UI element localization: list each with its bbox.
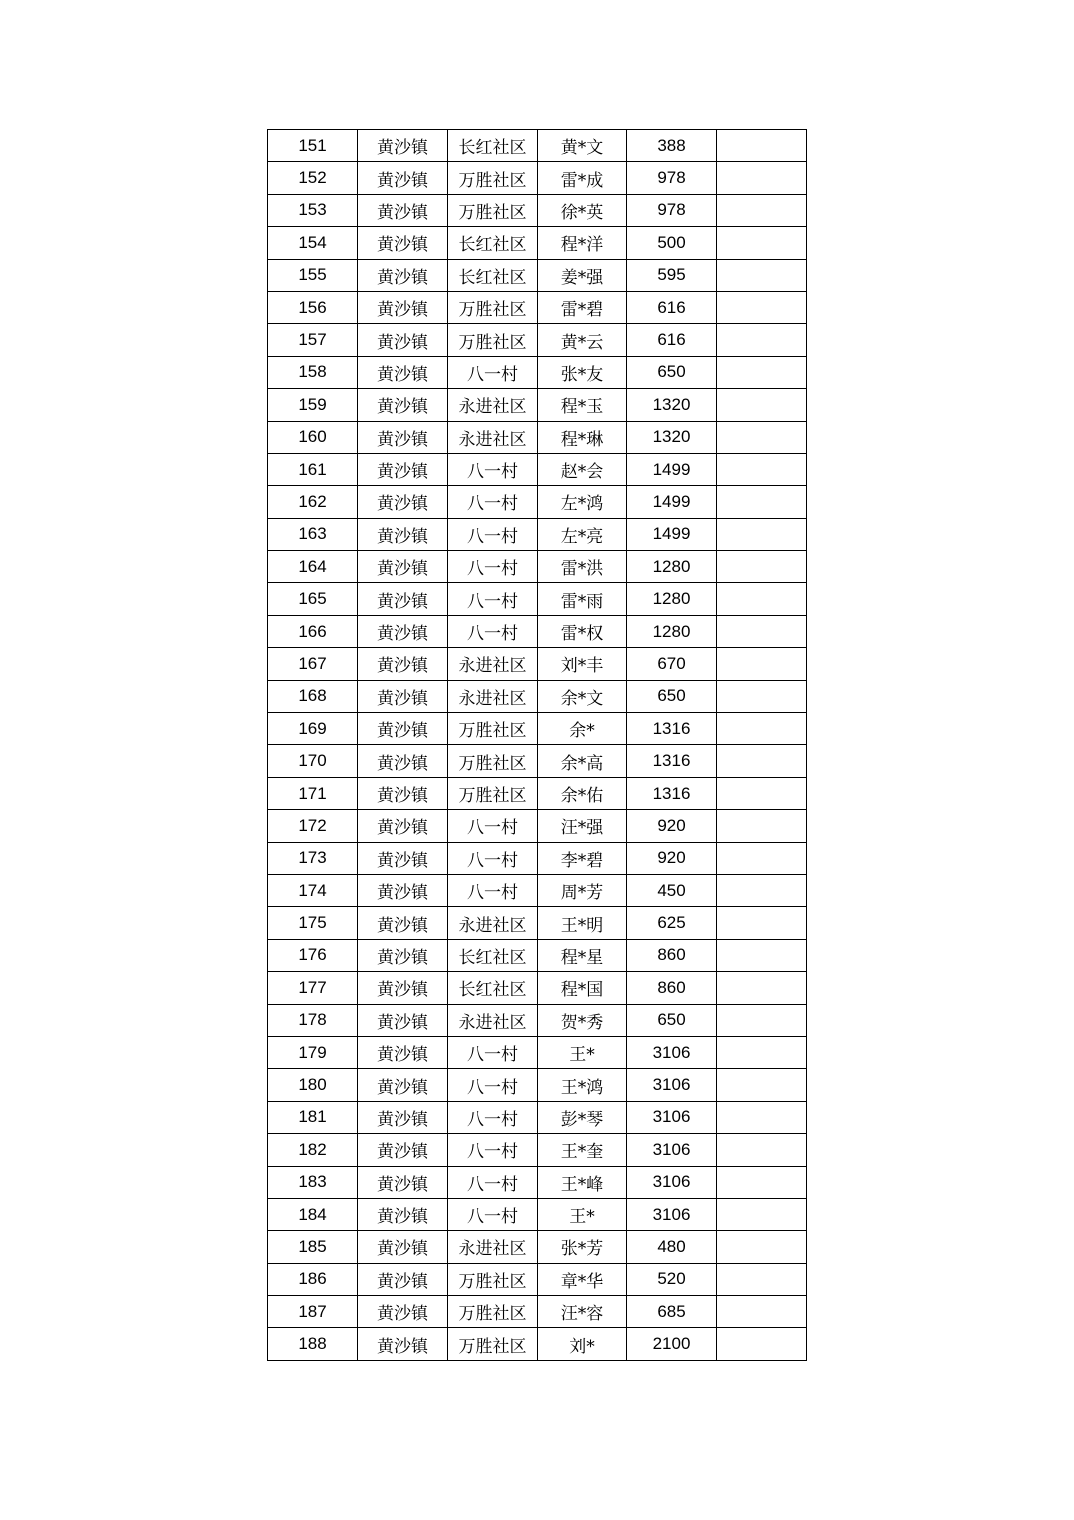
- table-row: [268, 745, 807, 777]
- town-cell: 黄沙镇: [358, 259, 448, 291]
- town-cell: 黄沙镇: [358, 972, 448, 1004]
- person-name-cell: 李*碧: [538, 842, 627, 874]
- town-cell: 黄沙镇: [358, 1231, 448, 1263]
- table-row: [268, 583, 807, 615]
- town-cell: 黄沙镇: [358, 1198, 448, 1230]
- town-cell: 黄沙镇: [358, 615, 448, 647]
- table-row: [268, 810, 807, 842]
- remark-cell: [717, 1296, 807, 1328]
- town-cell: 黄沙镇: [358, 1036, 448, 1068]
- row-number-cell: 182: [268, 1134, 358, 1166]
- table-row: [268, 453, 807, 485]
- amount-cell: 616: [627, 291, 717, 323]
- table-row: [268, 1166, 807, 1198]
- town-cell: 黄沙镇: [358, 518, 448, 550]
- table-row: [268, 130, 807, 162]
- amount-cell: 1280: [627, 615, 717, 647]
- remark-cell: [717, 551, 807, 583]
- remark-cell: [717, 486, 807, 518]
- remark-cell: [717, 227, 807, 259]
- person-name-cell: 雷*洪: [538, 551, 627, 583]
- row-number-cell: 164: [268, 551, 358, 583]
- village-cell: 八一村: [448, 551, 538, 583]
- row-number-cell: 169: [268, 713, 358, 745]
- table-row: [268, 713, 807, 745]
- row-number-cell: 151: [268, 130, 358, 162]
- row-number-cell: 168: [268, 680, 358, 712]
- village-cell: 八一村: [448, 1166, 538, 1198]
- town-cell: 黄沙镇: [358, 842, 448, 874]
- row-number-cell: 187: [268, 1296, 358, 1328]
- village-cell: 永进社区: [448, 648, 538, 680]
- amount-cell: 3106: [627, 1134, 717, 1166]
- amount-cell: 650: [627, 356, 717, 388]
- amount-cell: 1320: [627, 421, 717, 453]
- amount-cell: 1316: [627, 713, 717, 745]
- village-cell: 八一村: [448, 486, 538, 518]
- row-number-cell: 162: [268, 486, 358, 518]
- town-cell: 黄沙镇: [358, 648, 448, 680]
- village-cell: 八一村: [448, 356, 538, 388]
- village-cell: 永进社区: [448, 1231, 538, 1263]
- amount-cell: 670: [627, 648, 717, 680]
- amount-cell: 650: [627, 1004, 717, 1036]
- amount-cell: 388: [627, 130, 717, 162]
- row-number-cell: 170: [268, 745, 358, 777]
- row-number-cell: 183: [268, 1166, 358, 1198]
- village-cell: 八一村: [448, 1134, 538, 1166]
- amount-cell: 595: [627, 259, 717, 291]
- row-number-cell: 188: [268, 1328, 358, 1360]
- table-row: [268, 874, 807, 906]
- row-number-cell: 165: [268, 583, 358, 615]
- town-cell: 黄沙镇: [358, 291, 448, 323]
- amount-cell: 920: [627, 842, 717, 874]
- person-name-cell: 彭*琴: [538, 1101, 627, 1133]
- person-name-cell: 王*奎: [538, 1134, 627, 1166]
- person-name-cell: 徐*英: [538, 194, 627, 226]
- table-row: [268, 518, 807, 550]
- village-cell: 万胜社区: [448, 1263, 538, 1295]
- town-cell: 黄沙镇: [358, 1296, 448, 1328]
- village-cell: 长红社区: [448, 259, 538, 291]
- row-number-cell: 167: [268, 648, 358, 680]
- row-number-cell: 180: [268, 1069, 358, 1101]
- table-row: [268, 1198, 807, 1230]
- town-cell: 黄沙镇: [358, 1263, 448, 1295]
- person-name-cell: 程*星: [538, 939, 627, 971]
- table-row: [268, 615, 807, 647]
- row-number-cell: 185: [268, 1231, 358, 1263]
- town-cell: 黄沙镇: [358, 421, 448, 453]
- row-number-cell: 172: [268, 810, 358, 842]
- row-number-cell: 156: [268, 291, 358, 323]
- village-cell: 八一村: [448, 518, 538, 550]
- village-cell: 八一村: [448, 615, 538, 647]
- person-name-cell: 王*鸿: [538, 1069, 627, 1101]
- remark-cell: [717, 648, 807, 680]
- person-name-cell: 汪*强: [538, 810, 627, 842]
- person-name-cell: 程*琳: [538, 421, 627, 453]
- table-row: [268, 777, 807, 809]
- row-number-cell: 163: [268, 518, 358, 550]
- remark-cell: [717, 130, 807, 162]
- table-row: [268, 162, 807, 194]
- person-name-cell: 王*: [538, 1198, 627, 1230]
- table-row: [268, 1263, 807, 1295]
- remark-cell: [717, 1263, 807, 1295]
- village-cell: 永进社区: [448, 1004, 538, 1036]
- remark-cell: [717, 421, 807, 453]
- row-number-cell: 175: [268, 907, 358, 939]
- person-name-cell: 雷*碧: [538, 291, 627, 323]
- remark-cell: [717, 907, 807, 939]
- amount-cell: 520: [627, 1263, 717, 1295]
- amount-cell: 650: [627, 680, 717, 712]
- amount-cell: 1320: [627, 389, 717, 421]
- subsidy-roster-table: [267, 129, 807, 1361]
- amount-cell: 625: [627, 907, 717, 939]
- amount-cell: 3106: [627, 1101, 717, 1133]
- town-cell: 黄沙镇: [358, 1166, 448, 1198]
- town-cell: 黄沙镇: [358, 907, 448, 939]
- village-cell: 永进社区: [448, 907, 538, 939]
- village-cell: 八一村: [448, 810, 538, 842]
- town-cell: 黄沙镇: [358, 162, 448, 194]
- amount-cell: 860: [627, 939, 717, 971]
- remark-cell: [717, 356, 807, 388]
- remark-cell: [717, 389, 807, 421]
- town-cell: 黄沙镇: [358, 551, 448, 583]
- row-number-cell: 181: [268, 1101, 358, 1133]
- row-number-cell: 171: [268, 777, 358, 809]
- row-number-cell: 186: [268, 1263, 358, 1295]
- remark-cell: [717, 1036, 807, 1068]
- amount-cell: 3106: [627, 1198, 717, 1230]
- table-row: [268, 1101, 807, 1133]
- village-cell: 八一村: [448, 1069, 538, 1101]
- person-name-cell: 余*: [538, 713, 627, 745]
- person-name-cell: 王*明: [538, 907, 627, 939]
- person-name-cell: 贺*秀: [538, 1004, 627, 1036]
- person-name-cell: 姜*强: [538, 259, 627, 291]
- town-cell: 黄沙镇: [358, 680, 448, 712]
- town-cell: 黄沙镇: [358, 1328, 448, 1360]
- town-cell: 黄沙镇: [358, 1004, 448, 1036]
- remark-cell: [717, 518, 807, 550]
- village-cell: 长红社区: [448, 939, 538, 971]
- person-name-cell: 黄*云: [538, 324, 627, 356]
- table-row: [268, 291, 807, 323]
- row-number-cell: 152: [268, 162, 358, 194]
- row-number-cell: 154: [268, 227, 358, 259]
- village-cell: 永进社区: [448, 680, 538, 712]
- amount-cell: 500: [627, 227, 717, 259]
- person-name-cell: 王*峰: [538, 1166, 627, 1198]
- amount-cell: 3106: [627, 1036, 717, 1068]
- village-cell: 永进社区: [448, 389, 538, 421]
- town-cell: 黄沙镇: [358, 745, 448, 777]
- town-cell: 黄沙镇: [358, 453, 448, 485]
- table-row: [268, 259, 807, 291]
- town-cell: 黄沙镇: [358, 810, 448, 842]
- person-name-cell: 张*芳: [538, 1231, 627, 1263]
- table-body: [268, 130, 807, 1361]
- remark-cell: [717, 1198, 807, 1230]
- table-row: [268, 194, 807, 226]
- person-name-cell: 黄*文: [538, 130, 627, 162]
- table-row: [268, 1328, 807, 1360]
- table-row: [268, 551, 807, 583]
- table-row: [268, 939, 807, 971]
- remark-cell: [717, 324, 807, 356]
- village-cell: 长红社区: [448, 130, 538, 162]
- amount-cell: 1499: [627, 518, 717, 550]
- table-row: [268, 1134, 807, 1166]
- amount-cell: 920: [627, 810, 717, 842]
- row-number-cell: 153: [268, 194, 358, 226]
- person-name-cell: 左*鸿: [538, 486, 627, 518]
- table-row: [268, 486, 807, 518]
- remark-cell: [717, 259, 807, 291]
- person-name-cell: 雷*权: [538, 615, 627, 647]
- table-row: [268, 972, 807, 1004]
- person-name-cell: 余*高: [538, 745, 627, 777]
- village-cell: 八一村: [448, 874, 538, 906]
- row-number-cell: 179: [268, 1036, 358, 1068]
- remark-cell: [717, 680, 807, 712]
- amount-cell: 480: [627, 1231, 717, 1263]
- remark-cell: [717, 1328, 807, 1360]
- remark-cell: [717, 615, 807, 647]
- person-name-cell: 王*: [538, 1036, 627, 1068]
- town-cell: 黄沙镇: [358, 389, 448, 421]
- remark-cell: [717, 162, 807, 194]
- remark-cell: [717, 194, 807, 226]
- village-cell: 万胜社区: [448, 1296, 538, 1328]
- remark-cell: [717, 1101, 807, 1133]
- table-row: [268, 680, 807, 712]
- village-cell: 万胜社区: [448, 291, 538, 323]
- person-name-cell: 雷*雨: [538, 583, 627, 615]
- remark-cell: [717, 453, 807, 485]
- amount-cell: 685: [627, 1296, 717, 1328]
- amount-cell: 1280: [627, 551, 717, 583]
- table-row: [268, 1231, 807, 1263]
- town-cell: 黄沙镇: [358, 1069, 448, 1101]
- village-cell: 万胜社区: [448, 194, 538, 226]
- town-cell: 黄沙镇: [358, 583, 448, 615]
- amount-cell: 1316: [627, 745, 717, 777]
- amount-cell: 616: [627, 324, 717, 356]
- row-number-cell: 160: [268, 421, 358, 453]
- table-row: [268, 389, 807, 421]
- amount-cell: 3106: [627, 1069, 717, 1101]
- amount-cell: 1499: [627, 453, 717, 485]
- person-name-cell: 左*亮: [538, 518, 627, 550]
- person-name-cell: 赵*会: [538, 453, 627, 485]
- person-name-cell: 刘*: [538, 1328, 627, 1360]
- remark-cell: [717, 291, 807, 323]
- village-cell: 八一村: [448, 583, 538, 615]
- table-row: [268, 324, 807, 356]
- town-cell: 黄沙镇: [358, 713, 448, 745]
- amount-cell: 978: [627, 194, 717, 226]
- town-cell: 黄沙镇: [358, 1134, 448, 1166]
- amount-cell: 1280: [627, 583, 717, 615]
- row-number-cell: 174: [268, 874, 358, 906]
- row-number-cell: 155: [268, 259, 358, 291]
- table-row: [268, 1036, 807, 1068]
- town-cell: 黄沙镇: [358, 486, 448, 518]
- remark-cell: [717, 583, 807, 615]
- amount-cell: 978: [627, 162, 717, 194]
- remark-cell: [717, 874, 807, 906]
- village-cell: 长红社区: [448, 972, 538, 1004]
- town-cell: 黄沙镇: [358, 194, 448, 226]
- person-name-cell: 雷*成: [538, 162, 627, 194]
- remark-cell: [717, 745, 807, 777]
- remark-cell: [717, 972, 807, 1004]
- table-row: [268, 356, 807, 388]
- town-cell: 黄沙镇: [358, 130, 448, 162]
- person-name-cell: 周*芳: [538, 874, 627, 906]
- village-cell: 长红社区: [448, 227, 538, 259]
- remark-cell: [717, 810, 807, 842]
- remark-cell: [717, 939, 807, 971]
- town-cell: 黄沙镇: [358, 1101, 448, 1133]
- row-number-cell: 157: [268, 324, 358, 356]
- town-cell: 黄沙镇: [358, 777, 448, 809]
- row-number-cell: 173: [268, 842, 358, 874]
- person-name-cell: 章*华: [538, 1263, 627, 1295]
- remark-cell: [717, 1134, 807, 1166]
- town-cell: 黄沙镇: [358, 356, 448, 388]
- remark-cell: [717, 842, 807, 874]
- amount-cell: 2100: [627, 1328, 717, 1360]
- person-name-cell: 刘*丰: [538, 648, 627, 680]
- village-cell: 八一村: [448, 1101, 538, 1133]
- town-cell: 黄沙镇: [358, 874, 448, 906]
- person-name-cell: 余*文: [538, 680, 627, 712]
- person-name-cell: 余*佑: [538, 777, 627, 809]
- village-cell: 万胜社区: [448, 745, 538, 777]
- amount-cell: 860: [627, 972, 717, 1004]
- row-number-cell: 161: [268, 453, 358, 485]
- town-cell: 黄沙镇: [358, 227, 448, 259]
- row-number-cell: 166: [268, 615, 358, 647]
- table-row: [268, 648, 807, 680]
- person-name-cell: 程*国: [538, 972, 627, 1004]
- row-number-cell: 159: [268, 389, 358, 421]
- village-cell: 八一村: [448, 1198, 538, 1230]
- town-cell: 黄沙镇: [358, 324, 448, 356]
- village-cell: 万胜社区: [448, 713, 538, 745]
- village-cell: 万胜社区: [448, 162, 538, 194]
- amount-cell: 1316: [627, 777, 717, 809]
- table-row: [268, 1296, 807, 1328]
- table-row: [268, 1004, 807, 1036]
- table-row: [268, 907, 807, 939]
- row-number-cell: 184: [268, 1198, 358, 1230]
- table-row: [268, 227, 807, 259]
- table-row: [268, 842, 807, 874]
- village-cell: 永进社区: [448, 421, 538, 453]
- table-row: [268, 421, 807, 453]
- village-cell: 万胜社区: [448, 777, 538, 809]
- village-cell: 八一村: [448, 453, 538, 485]
- town-cell: 黄沙镇: [358, 939, 448, 971]
- row-number-cell: 177: [268, 972, 358, 1004]
- remark-cell: [717, 1069, 807, 1101]
- village-cell: 八一村: [448, 842, 538, 874]
- remark-cell: [717, 1004, 807, 1036]
- village-cell: 万胜社区: [448, 324, 538, 356]
- person-name-cell: 汪*容: [538, 1296, 627, 1328]
- remark-cell: [717, 1231, 807, 1263]
- amount-cell: 1499: [627, 486, 717, 518]
- person-name-cell: 程*玉: [538, 389, 627, 421]
- amount-cell: 3106: [627, 1166, 717, 1198]
- person-name-cell: 张*友: [538, 356, 627, 388]
- village-cell: 八一村: [448, 1036, 538, 1068]
- row-number-cell: 158: [268, 356, 358, 388]
- row-number-cell: 178: [268, 1004, 358, 1036]
- table-row: [268, 1069, 807, 1101]
- remark-cell: [717, 777, 807, 809]
- village-cell: 万胜社区: [448, 1328, 538, 1360]
- remark-cell: [717, 1166, 807, 1198]
- amount-cell: 450: [627, 874, 717, 906]
- person-name-cell: 程*洋: [538, 227, 627, 259]
- remark-cell: [717, 713, 807, 745]
- row-number-cell: 176: [268, 939, 358, 971]
